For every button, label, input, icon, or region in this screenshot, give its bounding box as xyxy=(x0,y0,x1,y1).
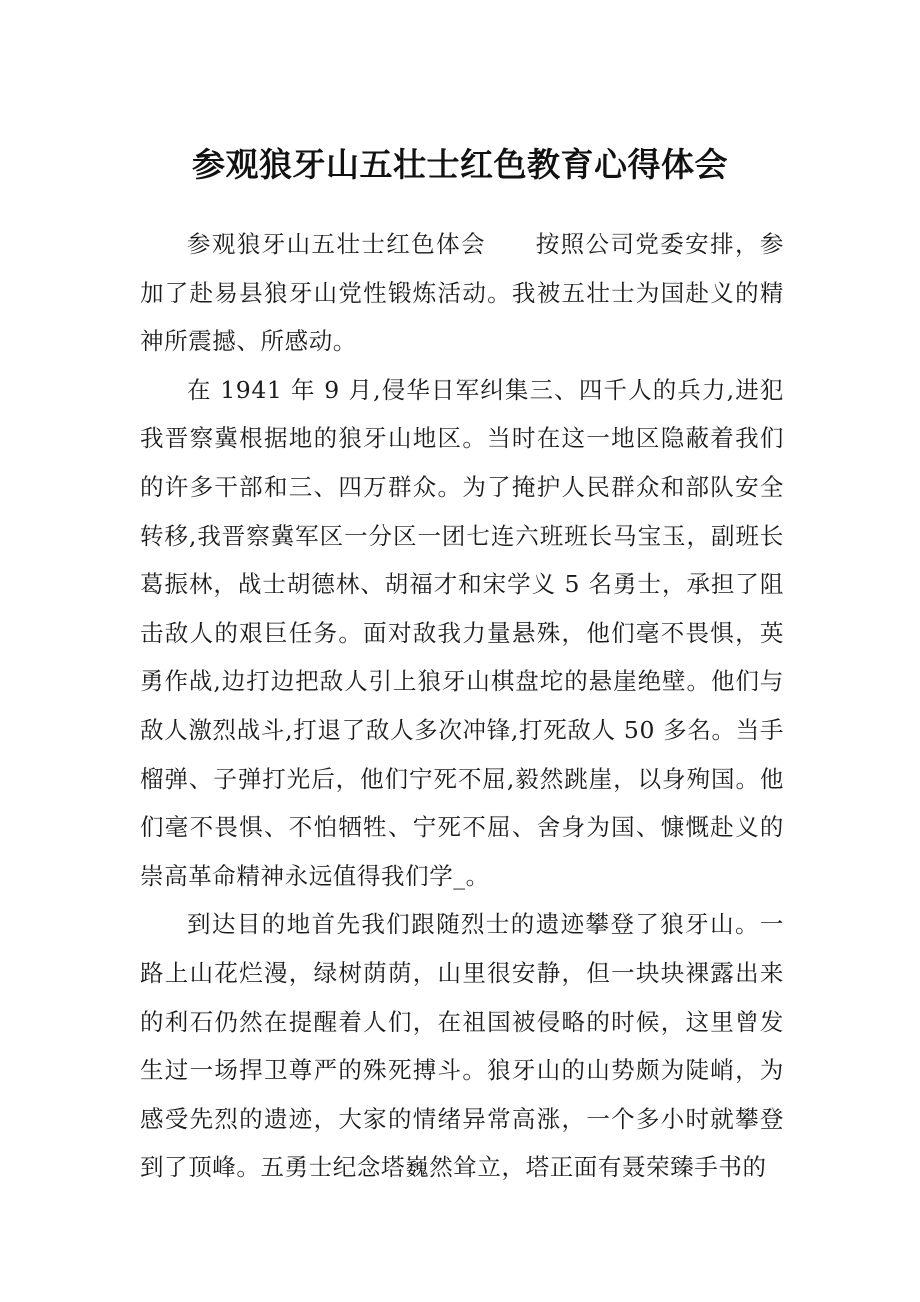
document-title: 参观狼牙山五壮士红色教育心得体会 xyxy=(192,145,728,184)
document-body xyxy=(140,220,784,1192)
paragraph-1: 参观狼牙山五壮士红色体会 按照公司党委安排，参加了赴易县狼牙山党性锻炼活动。我被五壮士为国赴义的精神所震撼、所感动。 xyxy=(140,230,784,356)
paragraph-3: 到达目的地首先我们跟随烈士的遗迹攀登了狼牙山。一路上山花烂漫，绿树荫荫，山里很安静，但一块块裸露出来的利石仍然在提醒着人们，在祖国被侵略的时候，这里曾发生过一场捍卫尊严的殊死搏斗。狼牙山的山势颇为陡峭，为感受先烈的遗迹，大家的情绪异常高涨，一个多小时就攀登到了顶峰。五勇士纪念塔巍然耸立，塔正面有聂荣臻手书的 xyxy=(140,910,784,1182)
paragraph-2: 在 1941 年 9 月,侵华日军纠集三、四千人的兵力,进犯我晋察冀根据地的狼牙山地区。当时在这一地区隐蔽着我们的许多干部和三、四万群众。为了掩护人民群众和部队安全转移,我晋察冀军区一分区一团七连六班班长马宝玉，副班长葛振林，战士胡德林、胡福才和宋学义 5 名勇士，承担了阻击敌人的艰巨任务。面对敌我力量悬殊，他们毫不畏惧，英勇作战,边打边把敌人引上狼牙山棋盘坨的悬崖绝壁。他们与敌人激烈战斗,打退了敌人多次冲锋,打死敌人 50 多名。当手榴弹、子弹打光后，他们宁死不屈,毅然跳崖，以身殉国。他们毫不畏惧、不怕牺牲、宁死不屈、舍身为国、慷慨赴义的崇高革命精神永远值得我们学_。 xyxy=(140,375,784,890)
